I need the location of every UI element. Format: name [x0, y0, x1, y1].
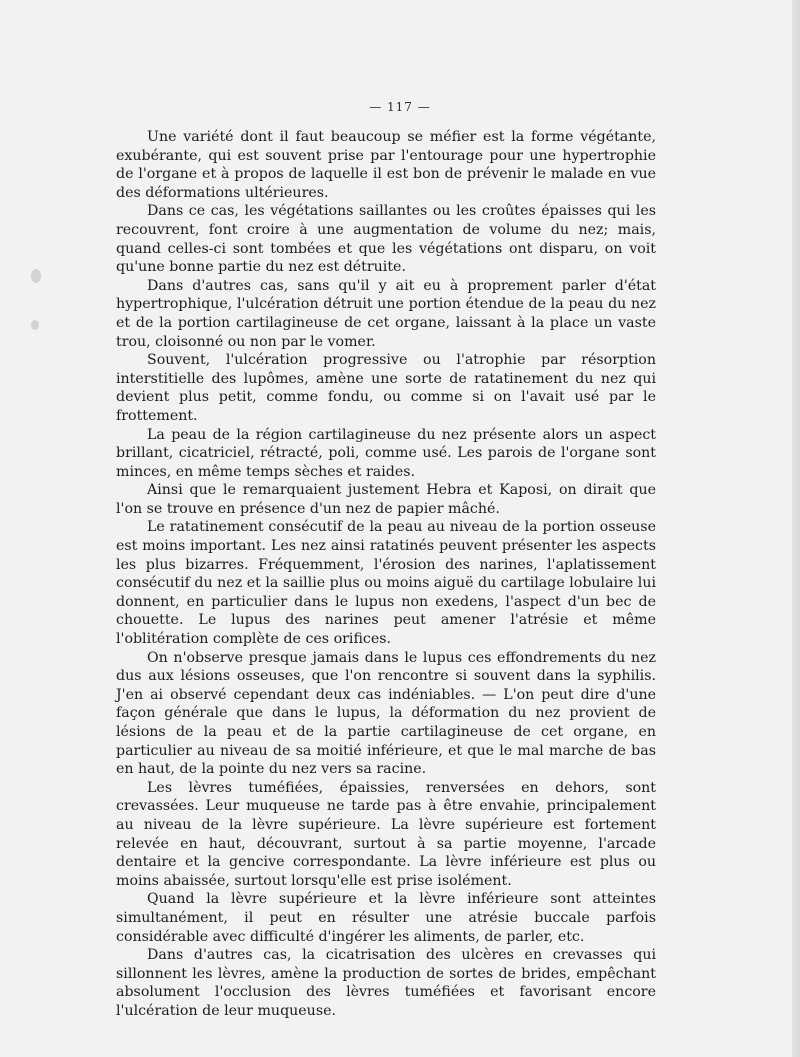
paragraph: Dans ce cas, les végétations saillantes ou les croûtes épaisses qui les recouvrent, font croire à une augmentation de volume du nez; mais, quand celles-ci sont tombées et que les végétations ont disparu, on voit qu'une bonne partie du nez est détruite. — [116, 203, 656, 276]
paragraph: Souvent, l'ulcération progressive ou l'atrophie par résorption interstitielle des lupômes, amène une sorte de ratatinement du nez qui devient plus petit, comme fondu, ou comme si on l'avait usé par le frottement. — [116, 352, 656, 424]
paragraph: Quand la lèvre supérieure et la lèvre inférieure sont atteintes simultanément, il peut en résulter une atrésie buccale parfois considérable avec difficulté d'ingérer les aliments, de parler, etc. — [116, 891, 656, 945]
margin-smudge-mark — [31, 269, 41, 283]
paragraph: Une variété dont il faut beaucoup se méfier est la forme végétante, exubérante, qui est souvent prise par l'entourage pour une hypertrophie de l'organe et à propos de laquelle il est bon de prévenir le malade en vue des déformations ultérieures. — [116, 129, 656, 201]
paragraph: Ainsi que le remarquaient justement Hebra et Kaposi, on dirait que l'on se trouve en présence d'un nez de papier mâché. — [116, 482, 656, 517]
scan-edge-shadow — [792, 0, 800, 1057]
body-text — [116, 128, 656, 1021]
page-number: — 117 — — [369, 100, 431, 114]
paragraph: Dans d'autres cas, la cicatrisation des ulcères en crevasses qui sillonnent les lèvres, amène la production de sortes de brides, empêchant absolument l'occlusion des lèvres tuméfiées et favorisant encore l'ulcération de leur muqueuse. — [116, 947, 656, 1019]
paragraph: Le ratatinement consécutif de la peau au niveau de la portion osseuse est moins important. Les nez ainsi ratatinés peuvent présenter les aspects les plus bizarres. Fréquemment, l'érosion des narines, l'aplatissement consécutif du nez et la saillie plus ou moins aiguë du cartilage lobulaire lui donnent, en particulier dans le lupus non exedens, l'aspect d'un bec de chouette. Le lupus des narines peut amener l'atrésie et même l'oblitération complète de ces orifices. — [116, 519, 656, 648]
paragraph: Les lèvres tuméfiées, épaissies, renversées en dehors, sont crevassées. Leur muqueuse ne tarde pas à être envahie, principalement au niveau de la lèvre supérieure. La lèvre supérieure est fortement relevée en haut, découvrant, surtout à sa partie moyenne, l'arcade dentaire et la gencive correspondante. La lèvre inférieure est plus ou moins abaissée, surtout lorsqu'elle est prise isolément. — [116, 779, 656, 889]
paragraph: On n'observe presque jamais dans le lupus ces effondrements du nez dus aux lésions osseuses, que l'on rencontre si souvent dans la syphilis. J'en ai observé cependant deux cas indéniables. — L'on peut dire d'une façon générale que dans le lupus, la déformation du nez provient de lésions de la peau et de la partie cartilagineuse de cet organe, en particulier au niveau de sa moitié inférieure, et que le mal marche de bas en haut, de la pointe du nez vers sa racine. — [116, 649, 656, 778]
paragraph: La peau de la région cartilagineuse du nez présente alors un aspect brillant, cicatriciel, rétracté, poli, comme usé. Les parois de l'organe sont minces, en même temps sèches et raides. — [116, 426, 656, 480]
paragraph: Dans d'autres cas, sans qu'il y ait eu à proprement parler d'état hypertrophique, l'ulcération détruit une portion étendue de la peau du nez et de la portion cartilagineuse de cet organe, laissant à la place un vaste trou, cloisonné ou non par le vomer. — [116, 277, 656, 350]
margin-smudge-mark — [31, 320, 39, 330]
